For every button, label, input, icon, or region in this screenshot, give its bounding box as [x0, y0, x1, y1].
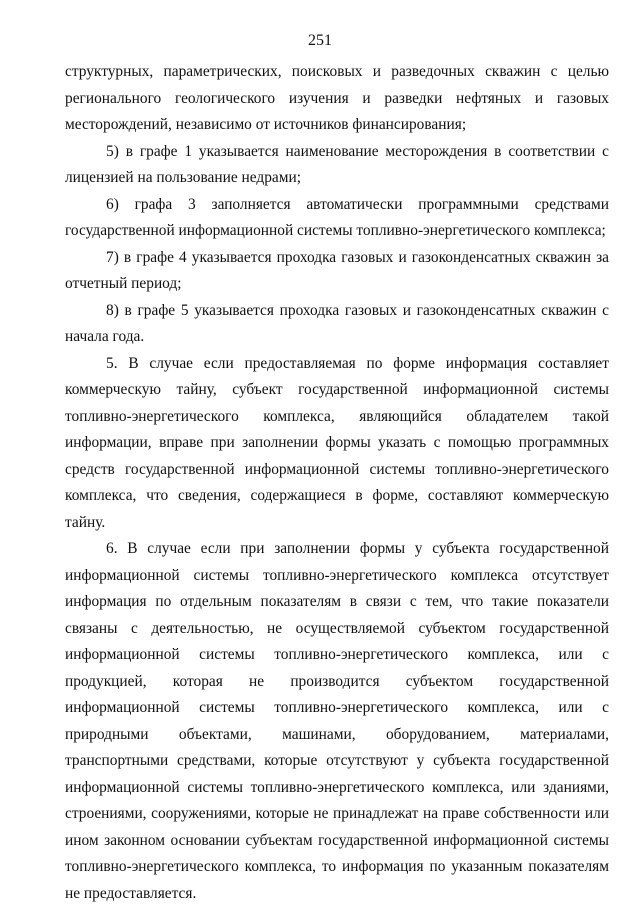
paragraph-section-5: 5. В случае если предоставляемая по форме информация составляет коммерческую тайну, субъект государственной информационной системы топливно-энергетического комплекса, являющийся обладателем такой информации, вправе при заполнении формы указать с помощью программных средств государственной информационной системы топливно-энергетического комплекса, что сведения, содержащиеся в форме, составляют коммерческую тайну.: [65, 354, 609, 531]
document-body: [65, 59, 609, 907]
page-number: 251: [308, 32, 332, 49]
paragraph-section-6: 6. В случае если при заполнении формы у субъекта государственной информационной системы топливно-энергетического комплекса отсутствует информация по отдельным показателям в связи с тем, что такие показатели связаны с деятельностью, не осуществляемой субъектом государственной информационной системы топливно-энергетического комплекса, или с продукцией, которая не производится субъектом государственной информационной системы топливно-энергетического комплекса, или с природными объектами, машинами, оборудованием, материалами, транспортными средствами, которые отсутствуют у субъекта государственной информационной системы топливно-энергетического комплекса, или зданиями, строениями, сооружениями, которые не принадлежат на праве собственности или ином законном основании субъектам государственной информационной системы топливно-энергетического комплекса, то информация по указанным показателям не предоставляется.: [65, 540, 609, 902]
paragraph-item-7: 7) в графе 4 указывается проходка газовых и газоконденсатных скважин за отчетный период;: [65, 248, 609, 292]
paragraph-item-5: 5) в графе 1 указывается наименование месторождения в соответствии с лицензией на пользование недрами;: [65, 142, 609, 186]
paragraph-continuation: структурных, параметрических, поисковых и разведочных скважин с целью регионального геологического изучения и разведки нефтяных и газовых месторождений, независимо от источников финансирования;: [65, 63, 609, 133]
paragraph-item-6: 6) графа 3 заполняется автоматически программными средствами государственной информационной системы топливно-энергетического комплекса;: [65, 195, 609, 239]
paragraph-item-8: 8) в графе 5 указывается проходка газовых и газоконденсатных скважин с начала года.: [65, 301, 609, 345]
